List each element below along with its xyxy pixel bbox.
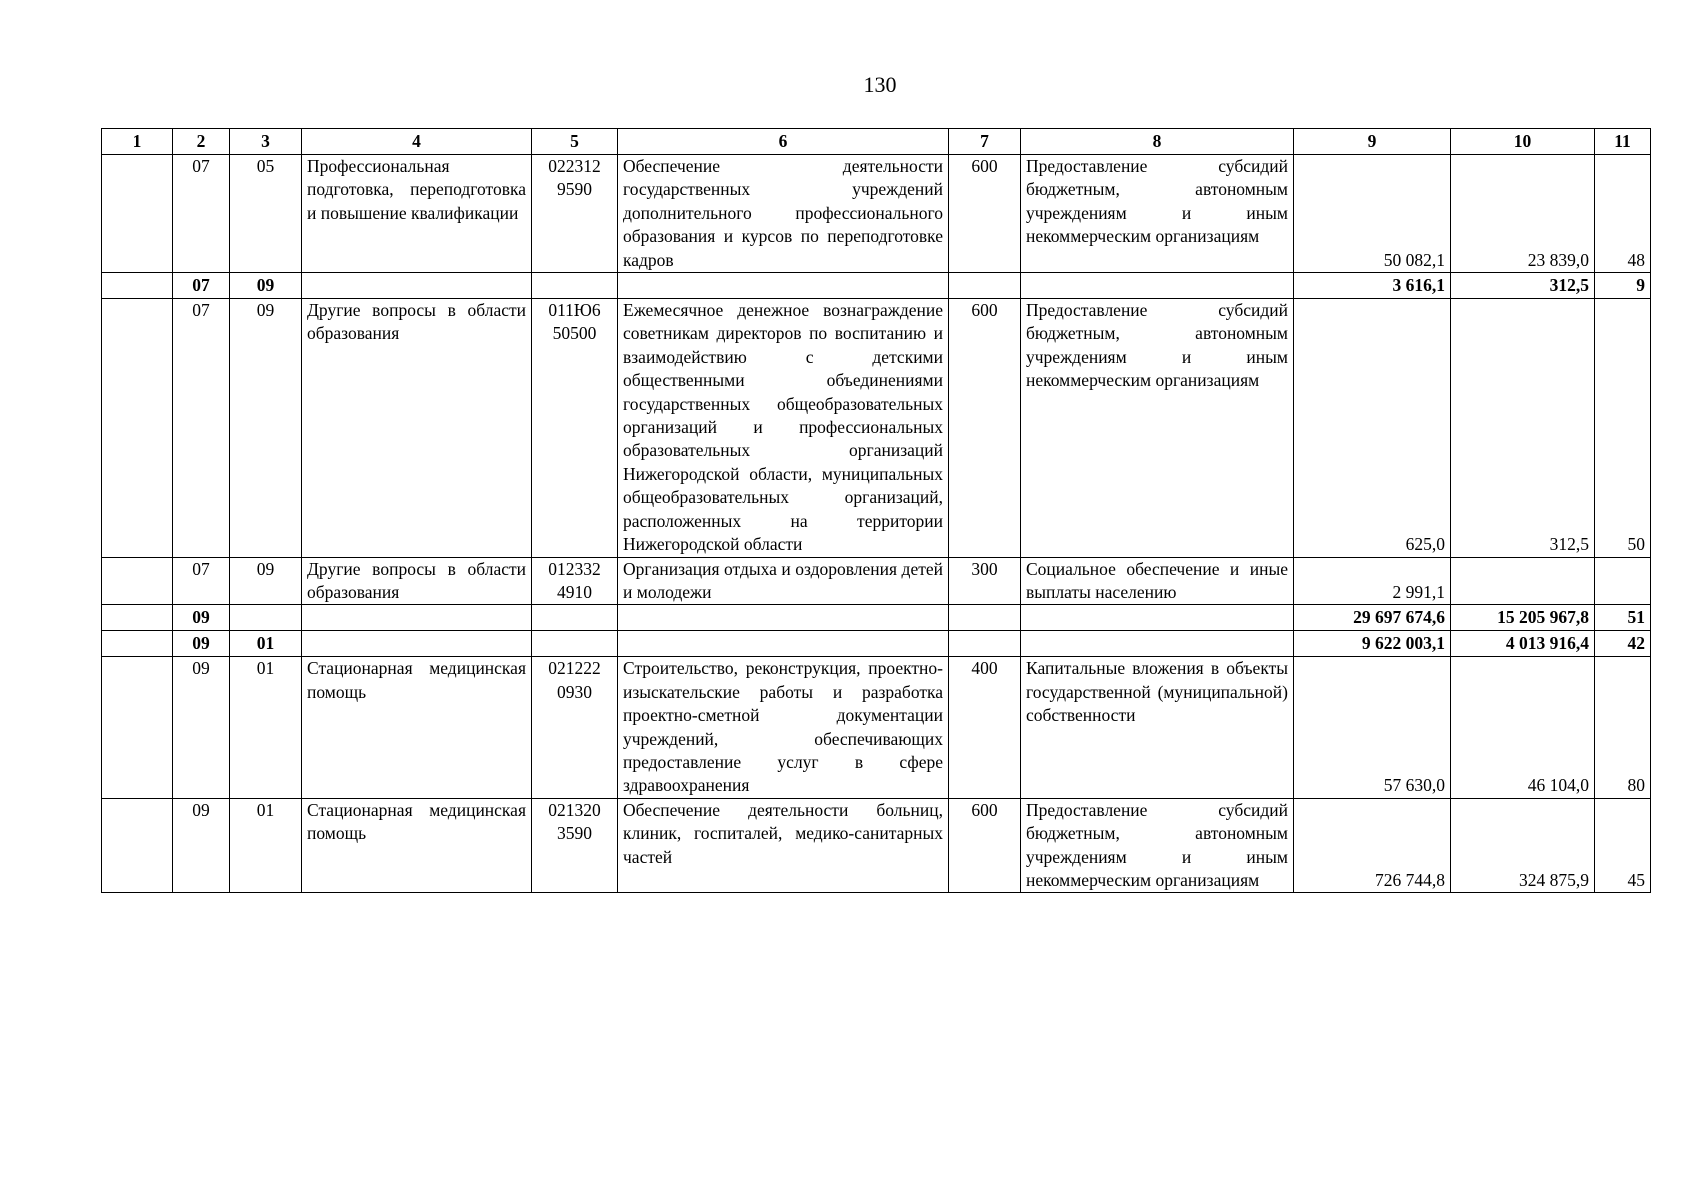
table-row (102, 155, 1651, 273)
cell-amount-plan: 2 991,1 (1294, 557, 1451, 605)
cell-percent (1595, 557, 1651, 605)
cell-col1 (102, 557, 173, 605)
cell-amount-fact: 4 013 916,4 (1451, 631, 1595, 657)
cell-amount-fact: 15 205 967,8 (1451, 605, 1595, 631)
table-row (102, 798, 1651, 893)
column-header: 4 (302, 129, 532, 155)
cell-expense-type (949, 273, 1021, 299)
budget-table (101, 128, 1651, 893)
cell-target-code (532, 605, 618, 631)
cell-section: 09 (173, 657, 230, 798)
cell-subsection-name: Профессиональная подготовка, переподготовка и повышение квалификации (302, 155, 532, 273)
cell-expense-name (1021, 605, 1294, 631)
cell-amount-plan: 29 697 674,6 (1294, 605, 1451, 631)
column-header: 5 (532, 129, 618, 155)
cell-target-code: 021222 0930 (532, 657, 618, 798)
cell-subsection-name: Стационарная медицинская помощь (302, 657, 532, 798)
cell-subsection: 09 (230, 299, 302, 557)
cell-expense-name: Предоставление субсидий бюджетным, автономным учреждениям и иным некоммерческим организациям (1021, 155, 1294, 273)
cell-percent: 51 (1595, 605, 1651, 631)
column-header: 1 (102, 129, 173, 155)
column-header: 9 (1294, 129, 1451, 155)
table-row-total (102, 605, 1651, 631)
cell-expense-type: 600 (949, 798, 1021, 893)
cell-amount-plan: 726 744,8 (1294, 798, 1451, 893)
cell-section: 07 (173, 557, 230, 605)
cell-amount-plan: 625,0 (1294, 299, 1451, 557)
cell-subsection: 05 (230, 155, 302, 273)
cell-subsection: 09 (230, 273, 302, 299)
table-header-row (102, 129, 1651, 155)
cell-target-name: Ежемесячное денежное вознаграждение советникам директоров по воспитанию и взаимодействию с детскими общественными объединениями государственных общеобразовательных организаций и профессиональных образовательных организаций Нижегородской области, муниципальных общеобразовательных организаций, расположенных на территории Нижегородской области (618, 299, 949, 557)
cell-target-name: Организация отдыха и оздоровления детей и молодежи (618, 557, 949, 605)
cell-col1 (102, 657, 173, 798)
cell-col1 (102, 299, 173, 557)
column-header: 3 (230, 129, 302, 155)
cell-expense-name: Предоставление субсидий бюджетным, автономным учреждениям и иным некоммерческим организациям (1021, 798, 1294, 893)
cell-expense-type (949, 631, 1021, 657)
table-row (102, 299, 1651, 557)
column-header: 6 (618, 129, 949, 155)
cell-target-code: 022312 9590 (532, 155, 618, 273)
page-number: 130 (863, 72, 897, 97)
cell-target-name (618, 605, 949, 631)
cell-col1 (102, 605, 173, 631)
cell-amount-fact: 312,5 (1451, 273, 1595, 299)
cell-expense-type (949, 605, 1021, 631)
column-header: 10 (1451, 129, 1595, 155)
cell-expense-type: 600 (949, 155, 1021, 273)
cell-subsection: 01 (230, 798, 302, 893)
cell-section: 07 (173, 273, 230, 299)
cell-percent: 50 (1595, 299, 1651, 557)
cell-section: 09 (173, 798, 230, 893)
cell-amount-plan: 3 616,1 (1294, 273, 1451, 299)
cell-percent: 48 (1595, 155, 1651, 273)
cell-col1 (102, 155, 173, 273)
cell-target-name: Обеспечение деятельности больниц, клиник, госпиталей, медико-санитарных частей (618, 798, 949, 893)
cell-target-code: 012332 4910 (532, 557, 618, 605)
cell-section: 09 (173, 605, 230, 631)
cell-col1 (102, 798, 173, 893)
cell-expense-name (1021, 273, 1294, 299)
cell-amount-plan: 9 622 003,1 (1294, 631, 1451, 657)
table-row-total (102, 273, 1651, 299)
cell-subsection: 01 (230, 631, 302, 657)
cell-subsection-name: Стационарная медицинская помощь (302, 798, 532, 893)
cell-expense-type: 400 (949, 657, 1021, 798)
cell-amount-plan: 50 082,1 (1294, 155, 1451, 273)
cell-amount-plan: 57 630,0 (1294, 657, 1451, 798)
cell-amount-fact: 324 875,9 (1451, 798, 1595, 893)
cell-target-name (618, 273, 949, 299)
cell-expense-name: Социальное обеспечение и иные выплаты населению (1021, 557, 1294, 605)
table-row-total (102, 631, 1651, 657)
cell-subsection-name: Другие вопросы в области образования (302, 557, 532, 605)
cell-section: 09 (173, 631, 230, 657)
cell-col1 (102, 273, 173, 299)
cell-target-name: Строительство, реконструкция, проектно-изыскательские работы и разработка проектно-сметной документации учреждений, обеспечивающих предоставление услуг в сфере здравоохранения (618, 657, 949, 798)
table-row (102, 557, 1651, 605)
cell-target-code (532, 631, 618, 657)
cell-subsection-name (302, 273, 532, 299)
cell-expense-type: 300 (949, 557, 1021, 605)
table-row (102, 657, 1651, 798)
cell-subsection: 09 (230, 557, 302, 605)
cell-target-name (618, 631, 949, 657)
cell-target-name: Обеспечение деятельности государственных учреждений дополнительного профессионального образования и курсов по переподготовке кадров (618, 155, 949, 273)
cell-subsection-name (302, 605, 532, 631)
cell-target-code (532, 273, 618, 299)
column-header: 8 (1021, 129, 1294, 155)
cell-amount-fact: 46 104,0 (1451, 657, 1595, 798)
cell-percent: 9 (1595, 273, 1651, 299)
cell-target-code: 011Ю6 50500 (532, 299, 618, 557)
cell-col1 (102, 631, 173, 657)
column-header: 11 (1595, 129, 1651, 155)
cell-amount-fact (1451, 557, 1595, 605)
column-header: 7 (949, 129, 1021, 155)
cell-expense-name: Капитальные вложения в объекты государственной (муниципальной) собственности (1021, 657, 1294, 798)
cell-section: 07 (173, 155, 230, 273)
cell-percent: 80 (1595, 657, 1651, 798)
cell-expense-name: Предоставление субсидий бюджетным, автономным учреждениям и иным некоммерческим организациям (1021, 299, 1294, 557)
cell-subsection (230, 605, 302, 631)
cell-amount-fact: 23 839,0 (1451, 155, 1595, 273)
column-header: 2 (173, 129, 230, 155)
cell-amount-fact: 312,5 (1451, 299, 1595, 557)
cell-expense-type: 600 (949, 299, 1021, 557)
cell-target-code: 021320 3590 (532, 798, 618, 893)
cell-subsection-name: Другие вопросы в области образования (302, 299, 532, 557)
cell-subsection: 01 (230, 657, 302, 798)
cell-percent: 42 (1595, 631, 1651, 657)
cell-subsection-name (302, 631, 532, 657)
cell-percent: 45 (1595, 798, 1651, 893)
cell-expense-name (1021, 631, 1294, 657)
cell-section: 07 (173, 299, 230, 557)
